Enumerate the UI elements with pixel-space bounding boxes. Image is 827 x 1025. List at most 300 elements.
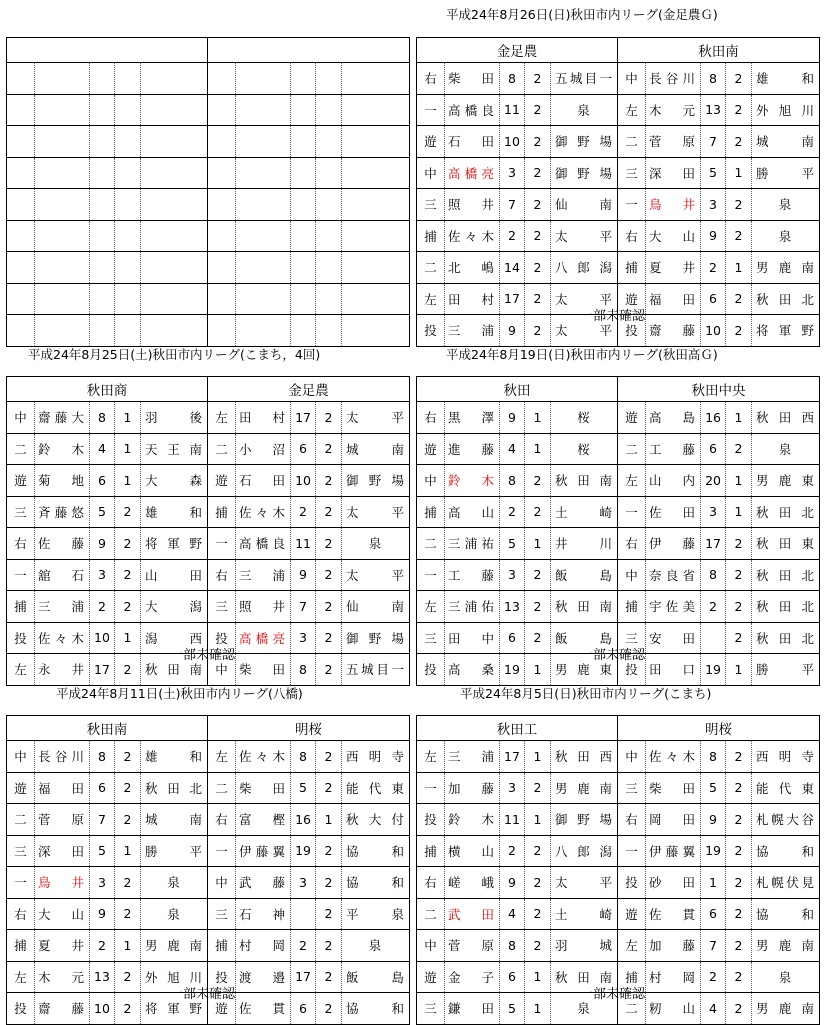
uniform-number-cell: 3 <box>701 189 726 221</box>
junior-high-cell: 御野場 <box>342 622 410 654</box>
junior-high-cell: 天王南 <box>141 433 208 465</box>
empty-cell <box>115 63 141 95</box>
player-name-cell: 進藤 <box>445 433 500 465</box>
junior-high-cell: 秋田南 <box>551 961 618 993</box>
player-row <box>417 189 820 221</box>
junior-high-cell: 西明寺 <box>342 741 410 773</box>
empty-cell <box>115 94 141 126</box>
uniform-number-cell: 9 <box>701 804 726 836</box>
junior-high-cell: 秋田西 <box>551 741 618 773</box>
grade-cell: 2 <box>316 772 342 804</box>
player-name-cell: 工藤 <box>445 559 500 591</box>
uniform-number-cell: 10 <box>701 315 726 347</box>
uniform-number-cell: 3 <box>500 772 525 804</box>
uniform-number-cell: 6 <box>90 465 115 497</box>
team-name: 秋田南 <box>7 716 208 741</box>
empty-cell <box>35 189 90 221</box>
junior-high-cell: 城南 <box>141 804 208 836</box>
grade-cell: 2 <box>525 94 551 126</box>
empty-cell <box>316 252 342 284</box>
grade-cell: 2 <box>726 993 752 1025</box>
player-row <box>7 433 410 465</box>
grade-cell: 1 <box>115 402 141 434</box>
player-name-cell: 宇佐美 <box>646 591 701 623</box>
player-name-cell: 北嶋 <box>445 252 500 284</box>
grade-cell: 1 <box>525 528 551 560</box>
empty-cell <box>208 252 236 284</box>
junior-high-cell: 協和 <box>342 835 410 867</box>
junior-high-cell: 協和 <box>342 867 410 899</box>
player-row <box>417 741 820 773</box>
player-name-cell: 佐々木 <box>236 741 291 773</box>
grade-cell: 2 <box>726 189 752 221</box>
junior-high-cell: 桜 <box>551 433 618 465</box>
junior-high-cell: 協和 <box>342 993 410 1025</box>
team-name: 秋田商 <box>7 377 208 402</box>
player-row <box>417 772 820 804</box>
empty-cell <box>7 252 35 284</box>
empty-cell <box>342 283 410 315</box>
empty-cell <box>141 63 208 95</box>
empty-cell <box>90 252 115 284</box>
player-row <box>417 126 820 158</box>
junior-high-cell: 羽後 <box>141 402 208 434</box>
position-cell: 二 <box>618 993 646 1025</box>
position-cell: 左 <box>618 465 646 497</box>
position-cell: 一 <box>208 528 236 560</box>
empty-cell <box>208 220 236 252</box>
position-cell: 投 <box>618 654 646 686</box>
position-cell: 三 <box>618 157 646 189</box>
player-row <box>7 528 410 560</box>
uniform-number-cell: 2 <box>291 496 316 528</box>
grade-cell: 1 <box>525 433 551 465</box>
empty-cell <box>115 315 141 347</box>
empty-cell <box>7 189 35 221</box>
empty-cell <box>208 94 236 126</box>
player-name-cell: 永井 <box>35 654 90 686</box>
junior-high-cell: 城南 <box>752 126 820 158</box>
grade-cell: 1 <box>525 654 551 686</box>
position-cell: 三 <box>618 772 646 804</box>
uniform-number-cell: 2 <box>90 591 115 623</box>
grade-cell: 2 <box>525 496 551 528</box>
grade-cell: 1 <box>726 654 752 686</box>
game-caption: 平成24年8月5日(日)秋田市内リーグ(こまち) <box>460 686 712 701</box>
empty-cell <box>316 220 342 252</box>
junior-high-cell: 勝平 <box>141 835 208 867</box>
grade-cell: 2 <box>525 189 551 221</box>
position-cell: 一 <box>7 867 35 899</box>
position-cell: 投 <box>417 315 445 347</box>
position-cell: 一 <box>618 189 646 221</box>
uniform-number-cell: 5 <box>701 772 726 804</box>
empty-cell <box>115 126 141 158</box>
uniform-number-cell: 5 <box>90 496 115 528</box>
unconfirmed-note: 一部未確認 <box>170 648 236 663</box>
position-cell: 中 <box>208 867 236 899</box>
uniform-number-cell: 3 <box>90 559 115 591</box>
player-name-cell: 渡邉 <box>236 961 291 993</box>
uniform-number-cell: 6 <box>291 433 316 465</box>
empty-cell <box>141 315 208 347</box>
player-name-cell: 山内 <box>646 465 701 497</box>
uniform-number-cell: 9 <box>90 898 115 930</box>
junior-high-cell: 飯島 <box>342 961 410 993</box>
position-cell: 中 <box>417 465 445 497</box>
empty-cell <box>115 220 141 252</box>
team-name: 秋田南 <box>618 38 820 63</box>
grade-cell: 1 <box>726 157 752 189</box>
junior-high-cell: 泉 <box>141 867 208 899</box>
grade-cell: 2 <box>525 252 551 284</box>
grade-cell: 1 <box>525 741 551 773</box>
grade-cell: 2 <box>316 835 342 867</box>
player-name-cell: 佐貫 <box>236 993 291 1025</box>
grade-cell: 2 <box>726 220 752 252</box>
grade-cell: 2 <box>316 930 342 962</box>
player-row <box>417 528 820 560</box>
player-name-cell: 岡田 <box>646 804 701 836</box>
grade-cell: 1 <box>525 961 551 993</box>
player-name-cell: 田村 <box>236 402 291 434</box>
junior-high-cell: 五城目一 <box>551 63 618 95</box>
grade-cell: 1 <box>726 402 752 434</box>
empty-cell <box>90 220 115 252</box>
player-name-cell: 高桑 <box>445 654 500 686</box>
empty-cell <box>342 94 410 126</box>
empty-cell <box>35 252 90 284</box>
junior-high-cell: 将軍野 <box>141 528 208 560</box>
junior-high-cell: 泉 <box>752 433 820 465</box>
player-name-cell: 工藤 <box>646 433 701 465</box>
position-cell: 捕 <box>7 591 35 623</box>
uniform-number-cell: 1 <box>701 867 726 899</box>
uniform-number-cell: 8 <box>701 63 726 95</box>
empty-cell <box>316 189 342 221</box>
team-name: 秋田中央 <box>618 377 820 402</box>
position-cell: 三 <box>417 189 445 221</box>
grade-cell: 2 <box>525 772 551 804</box>
uniform-number-cell: 11 <box>500 94 525 126</box>
uniform-number-cell: 9 <box>291 559 316 591</box>
position-cell: 遊 <box>417 961 445 993</box>
player-row <box>417 220 820 252</box>
position-cell: 捕 <box>208 930 236 962</box>
uniform-number-cell: 3 <box>500 559 525 591</box>
position-cell: 二 <box>618 433 646 465</box>
grade-cell: 2 <box>726 528 752 560</box>
player-name-cell: 大山 <box>35 898 90 930</box>
player-name-cell: 武藤 <box>236 867 291 899</box>
empty-cell <box>316 126 342 158</box>
uniform-number-cell: 6 <box>500 961 525 993</box>
player-name-cell: 夏井 <box>35 930 90 962</box>
grade-cell: 2 <box>525 559 551 591</box>
grade-cell: 1 <box>115 622 141 654</box>
junior-high-cell: 土崎 <box>551 496 618 528</box>
table-row <box>7 94 410 126</box>
grade-cell: 2 <box>726 772 752 804</box>
player-name-cell: 照井 <box>236 591 291 623</box>
junior-high-cell: 雄和 <box>752 63 820 95</box>
position-cell: 捕 <box>618 252 646 284</box>
player-name-cell: 高橋亮 <box>445 157 500 189</box>
position-cell: 遊 <box>417 126 445 158</box>
empty-cell <box>35 315 90 347</box>
player-name-cell: 伊藤翼 <box>646 835 701 867</box>
position-cell: 三 <box>417 993 445 1025</box>
player-name-cell: 長谷川 <box>646 63 701 95</box>
player-row <box>417 804 820 836</box>
player-row <box>7 835 410 867</box>
empty-cell <box>35 126 90 158</box>
player-name-cell: 高橋良 <box>236 528 291 560</box>
junior-high-cell: 秋田南 <box>551 465 618 497</box>
position-cell: 右 <box>7 898 35 930</box>
player-name-cell: 鈴木 <box>35 433 90 465</box>
empty-cell <box>7 157 35 189</box>
player-name-cell: 鈴木 <box>445 804 500 836</box>
empty-cell <box>7 315 35 347</box>
junior-high-cell: 秋田南 <box>551 591 618 623</box>
uniform-number-cell: 7 <box>701 126 726 158</box>
uniform-number-cell: 3 <box>291 622 316 654</box>
junior-high-cell: 男鹿南 <box>752 993 820 1025</box>
uniform-number-cell: 4 <box>500 898 525 930</box>
uniform-number-cell: 17 <box>500 741 525 773</box>
junior-high-cell: 泉 <box>752 189 820 221</box>
position-cell: 右 <box>417 402 445 434</box>
position-cell: 投 <box>208 622 236 654</box>
position-cell: 三 <box>7 835 35 867</box>
grade-cell: 2 <box>115 741 141 773</box>
empty-cell <box>208 315 236 347</box>
empty-cell <box>342 315 410 347</box>
table-row <box>7 220 410 252</box>
grade-cell: 2 <box>726 898 752 930</box>
empty-cell <box>7 283 35 315</box>
uniform-number-cell: 7 <box>701 930 726 962</box>
position-cell: 一 <box>417 772 445 804</box>
player-name-cell: 石田 <box>445 126 500 158</box>
junior-high-cell: 秋田西 <box>752 402 820 434</box>
player-name-cell: 鳥井 <box>646 189 701 221</box>
uniform-number-cell: 2 <box>701 591 726 623</box>
player-name-cell: 三浦 <box>445 741 500 773</box>
junior-high-cell: 秋田北 <box>752 496 820 528</box>
junior-high-cell: 秋田北 <box>752 622 820 654</box>
player-name-cell: 三浦 <box>236 559 291 591</box>
grade-cell: 2 <box>726 63 752 95</box>
empty-cell <box>342 220 410 252</box>
table-row <box>7 126 410 158</box>
player-row <box>417 63 820 95</box>
player-name-cell: 安田 <box>646 622 701 654</box>
uniform-number-cell: 7 <box>90 804 115 836</box>
uniform-number-cell: 2 <box>701 961 726 993</box>
player-name-cell: 深田 <box>35 835 90 867</box>
junior-high-cell: 太平 <box>551 220 618 252</box>
grade-cell: 2 <box>726 961 752 993</box>
player-name-cell: 伊藤翼 <box>236 835 291 867</box>
player-name-cell: 柴田 <box>236 772 291 804</box>
junior-high-cell: 男鹿南 <box>752 930 820 962</box>
player-name-cell: 武田 <box>445 898 500 930</box>
player-name-cell: 齋藤大 <box>35 402 90 434</box>
player-name-cell: 菅原 <box>646 126 701 158</box>
empty-cell <box>236 315 291 347</box>
uniform-number-cell: 7 <box>291 591 316 623</box>
uniform-number-cell: 5 <box>701 157 726 189</box>
unconfirmed-note: 一部未確認 <box>580 987 646 1002</box>
player-name-cell: 黒澤 <box>445 402 500 434</box>
junior-high-cell: 協和 <box>752 835 820 867</box>
junior-high-cell: 山田 <box>141 559 208 591</box>
player-name-cell: 三浦 <box>445 315 500 347</box>
player-name-cell: 伊藤 <box>646 528 701 560</box>
player-name-cell: 齋藤 <box>646 315 701 347</box>
uniform-number-cell: 16 <box>701 402 726 434</box>
player-name-cell: 佐々木 <box>445 220 500 252</box>
position-cell: 投 <box>618 867 646 899</box>
player-name-cell: 佐田 <box>646 496 701 528</box>
player-row <box>417 591 820 623</box>
empty-cell <box>90 315 115 347</box>
empty-cell <box>291 126 316 158</box>
position-cell: 投 <box>7 622 35 654</box>
junior-high-cell: 泉 <box>342 528 410 560</box>
position-cell: 右 <box>618 804 646 836</box>
game-caption: 平成24年8月25日(土)秋田市内リーグ(こまち，4回) <box>28 347 321 362</box>
player-row <box>7 898 410 930</box>
uniform-number-cell: 14 <box>500 252 525 284</box>
empty-cell <box>208 157 236 189</box>
uniform-number-cell: 6 <box>500 622 525 654</box>
uniform-number-cell: 5 <box>500 528 525 560</box>
player-row <box>7 496 410 528</box>
grade-cell: 2 <box>115 654 141 686</box>
player-row <box>417 930 820 962</box>
position-cell: 捕 <box>417 835 445 867</box>
position-cell: 遊 <box>208 993 236 1025</box>
uniform-number-cell: 20 <box>701 465 726 497</box>
junior-high-cell: 男鹿東 <box>551 654 618 686</box>
grade-cell: 2 <box>525 591 551 623</box>
position-cell: 一 <box>417 94 445 126</box>
grade-cell: 2 <box>316 559 342 591</box>
empty-cell <box>7 126 35 158</box>
junior-high-cell: 秋田北 <box>141 772 208 804</box>
junior-high-cell: 秋田北 <box>752 591 820 623</box>
grade-cell: 2 <box>316 898 342 930</box>
uniform-number-cell: 3 <box>500 157 525 189</box>
table-header-row <box>417 716 820 741</box>
player-row <box>417 898 820 930</box>
empty-cell <box>141 94 208 126</box>
table-header-row <box>417 38 820 63</box>
player-row <box>7 772 410 804</box>
grade-cell: 2 <box>726 622 752 654</box>
grade-cell: 2 <box>726 283 752 315</box>
position-cell: 投 <box>7 993 35 1025</box>
uniform-number-cell: 6 <box>291 993 316 1025</box>
uniform-number-cell: 2 <box>500 496 525 528</box>
empty-cell <box>90 157 115 189</box>
player-name-cell: 高橋良 <box>445 94 500 126</box>
empty-cell <box>342 63 410 95</box>
position-cell: 右 <box>7 528 35 560</box>
position-cell: 二 <box>7 433 35 465</box>
player-name-cell: 照井 <box>445 189 500 221</box>
uniform-number-cell: 8 <box>701 559 726 591</box>
player-row <box>417 496 820 528</box>
grade-cell: 2 <box>316 867 342 899</box>
position-cell: 遊 <box>417 433 445 465</box>
uniform-number-cell: 8 <box>90 402 115 434</box>
uniform-number-cell: 2 <box>291 930 316 962</box>
grade-cell: 2 <box>525 63 551 95</box>
position-cell: 一 <box>417 559 445 591</box>
uniform-number-cell: 9 <box>500 402 525 434</box>
grade-cell: 2 <box>115 867 141 899</box>
game-lineup-table <box>416 37 820 347</box>
uniform-number-cell: 19 <box>291 835 316 867</box>
player-name-cell: 舘石 <box>35 559 90 591</box>
grade-cell: 1 <box>525 993 551 1025</box>
empty-cell <box>115 252 141 284</box>
table-row <box>7 63 410 95</box>
junior-high-cell: 札幌伏見 <box>752 867 820 899</box>
uniform-number-cell: 8 <box>291 741 316 773</box>
uniform-number-cell: 8 <box>90 741 115 773</box>
unconfirmed-note: 一部未確認 <box>580 648 646 663</box>
junior-high-cell: 秋田東 <box>752 528 820 560</box>
position-cell: 捕 <box>618 591 646 623</box>
position-cell: 二 <box>7 804 35 836</box>
position-cell: 右 <box>618 528 646 560</box>
player-name-cell: 木元 <box>35 961 90 993</box>
position-cell: 右 <box>208 804 236 836</box>
player-name-cell: 菅原 <box>445 930 500 962</box>
position-cell: 左 <box>208 741 236 773</box>
grade-cell: 2 <box>726 741 752 773</box>
position-cell: 二 <box>417 528 445 560</box>
player-row <box>417 94 820 126</box>
player-name-cell: 菅原 <box>35 804 90 836</box>
empty-cell <box>7 63 35 95</box>
empty-cell <box>342 252 410 284</box>
player-name-cell: 鳥井 <box>35 867 90 899</box>
empty-cell <box>141 252 208 284</box>
table-row <box>7 283 410 315</box>
uniform-number-cell: 4 <box>701 993 726 1025</box>
uniform-number-cell: 10 <box>90 993 115 1025</box>
position-cell: 一 <box>7 559 35 591</box>
team-name-cell <box>208 38 410 63</box>
player-name-cell: 三浦佑 <box>445 591 500 623</box>
junior-high-cell: 平泉 <box>342 898 410 930</box>
grade-cell: 2 <box>525 220 551 252</box>
junior-high-cell: 井川 <box>551 528 618 560</box>
player-row <box>7 465 410 497</box>
empty-cell <box>90 94 115 126</box>
empty-cell <box>208 283 236 315</box>
junior-high-cell: 秋田南 <box>141 654 208 686</box>
player-row <box>417 559 820 591</box>
player-name-cell: 佐藤 <box>35 528 90 560</box>
empty-cell <box>90 189 115 221</box>
